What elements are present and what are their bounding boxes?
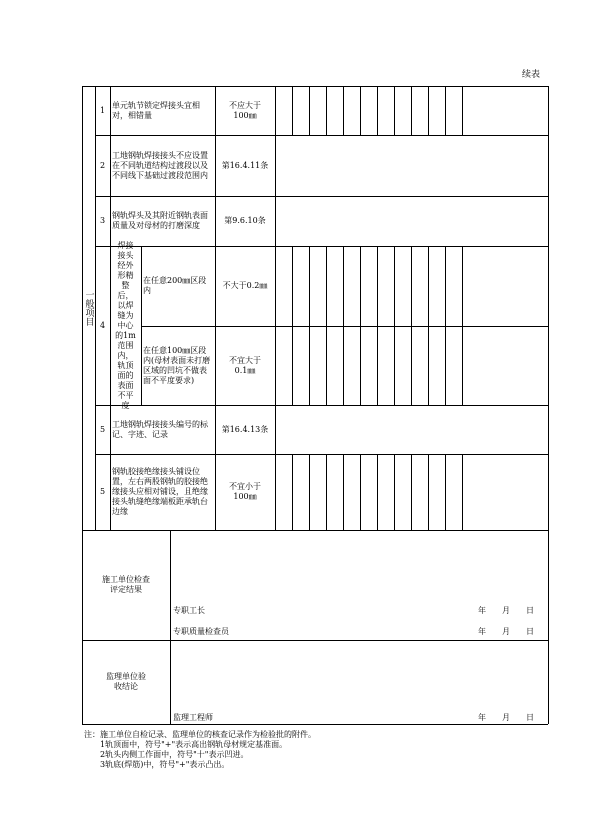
note-line: 1轨顶面中，符号"+"表示高出钢轨母材规定基准面。: [100, 740, 288, 749]
standard-value: 不大于0.2㎜: [222, 281, 268, 290]
engineer-signature-label: 监理工程师: [173, 713, 213, 722]
row-number: 5: [99, 487, 106, 496]
standard-value: 不宜大于0.1㎜: [229, 355, 261, 375]
standard-value: 第9.6.10条: [224, 216, 266, 225]
inspection-item: 单元轨节锁定焊接头宜相对，相错量: [112, 100, 200, 120]
inspection-subitem: 在任意100㎜区段内(母材表面未打磨区域的凹坑不做表面不平度要求): [143, 345, 211, 385]
supervision-conclusion-label: 监理单位验收结论: [106, 672, 146, 691]
note-line: 3轨底(焊筋)中，符号"+"表示凸出。: [100, 760, 230, 769]
foreman-signature-label: 专职工长: [173, 606, 205, 615]
inspection-subitem: 在任意200㎜区段内: [143, 276, 207, 295]
inspector-signature-label: 专职质量检查员: [173, 627, 229, 636]
standard-value: 第16.4.13条: [221, 424, 269, 434]
row-number: 5: [99, 424, 106, 434]
standard-value: 不宜小于100㎜: [229, 482, 261, 501]
construction-result-label: 施工单位检查评定结果: [102, 575, 150, 594]
note-line: 2轨头内侧工作面中，符号"十"表示凹进。: [100, 750, 249, 759]
foreman-date: 年 月 日: [478, 606, 534, 615]
row-number: 1: [99, 105, 106, 115]
note-line: 注：施工单位自检记录、监理单位的核查记录作为检验批的附件。: [84, 730, 316, 739]
engineer-date: 年 月 日: [478, 713, 534, 722]
standard-value: 第16.4.11条: [221, 160, 269, 170]
section-label: 一般项目: [83, 290, 94, 326]
inspection-item: 工地钢轨焊接接头不应设置在不同轨道结构过渡段以及不同线下基础过渡段范围内: [112, 150, 208, 180]
continued-label: 续表: [522, 70, 541, 80]
inspection-item: 工地钢轨焊接接头编号的标记、字迹、记录: [112, 419, 208, 439]
inspection-item: 钢轨胶接绝缘接头铺设位置，左右两股钢轨的胶接绝缘接头应相对铺设，且绝缘接头轨缝绝缘端板距承轨台边缘: [112, 467, 208, 516]
inspector-date: 年 月 日: [478, 627, 534, 636]
row-number: 2: [99, 160, 106, 170]
standard-value: 不应大于100㎜: [229, 100, 261, 120]
row-number: 4: [99, 320, 106, 330]
row-number: 3: [99, 216, 106, 225]
inspection-item: 钢轨焊头及其附近钢轨表面质量及对母材的打磨深度: [112, 211, 208, 230]
inspection-group: 焊接接头经外形精整后，以焊缝为中心的1m范围内，轨顶面的表面不平度: [115, 240, 136, 410]
